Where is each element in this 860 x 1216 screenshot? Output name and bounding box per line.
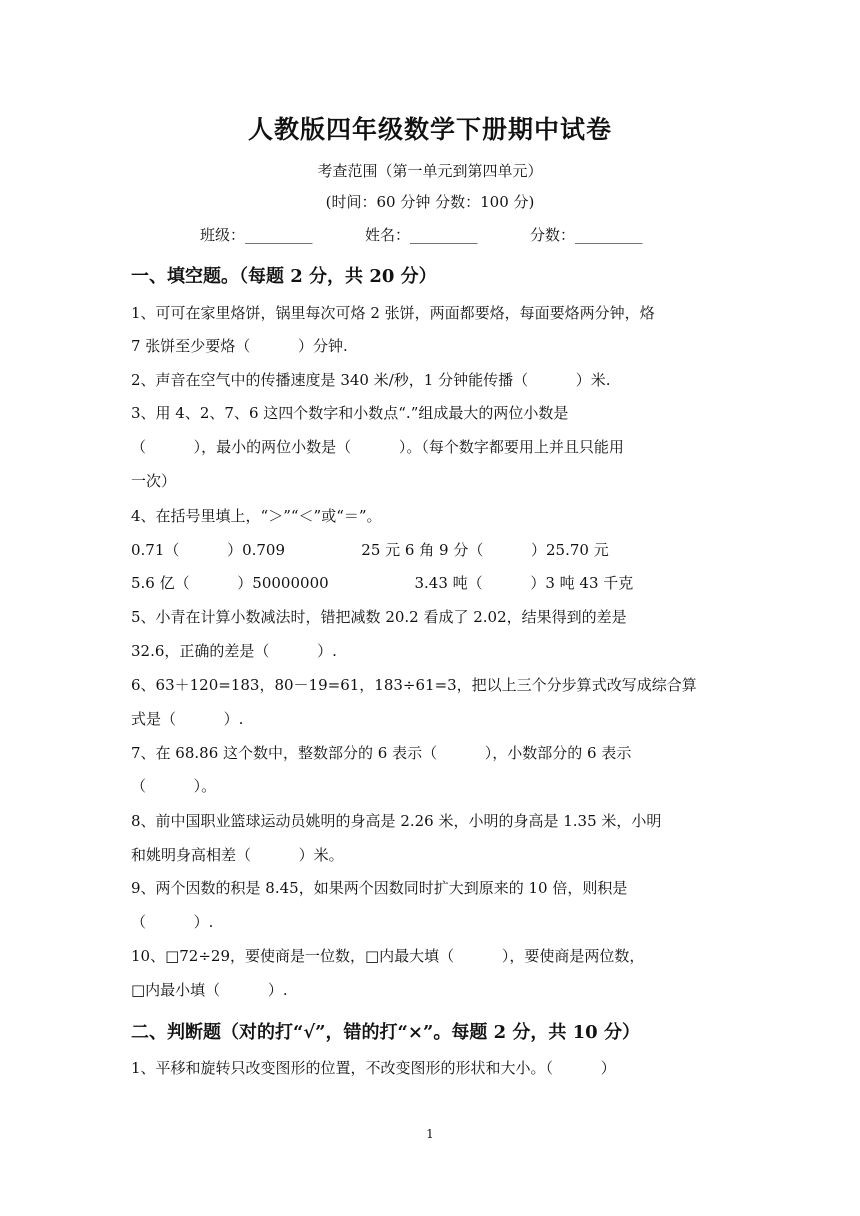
question-line: 5.6 亿（ ）50000000 3.43 吨（ ）3 吨 43 千克 xyxy=(131,574,634,592)
question-line: 10、□72÷29，要使商是一位数，□内最大填（ ），要使商是两位数， xyxy=(131,947,645,965)
question-line: 和姚明身高相差（ ）米。 xyxy=(131,846,344,864)
class-field: 班级：_________ xyxy=(200,226,313,244)
question-line: 9、两个因数的积是 8.45，如果两个因数同时扩大到原来的 10 倍，则积是 xyxy=(131,879,628,897)
question-line: 6、63＋120=183，80－19=61，183÷61=3，把以上三个分步算式改写成综合算 xyxy=(131,676,697,694)
question-line: 1、可可在家里烙饼，锅里每次可烙 2 张饼，两面都要烙，每面要烙两分钟，烙 xyxy=(131,304,655,322)
question-line: 7 张饼至少要烙（ ）分钟. xyxy=(131,337,348,355)
question-line: （ ）. xyxy=(131,913,214,931)
question-line: 1、平移和旋转只改变图形的位置，不改变图形的形状和大小。（ ） xyxy=(131,1059,616,1077)
page-number: 1 xyxy=(426,1127,434,1141)
score-field: 分数：_________ xyxy=(530,226,643,244)
question-line: 一次） xyxy=(131,472,177,490)
question-line: 32.6，正确的差是（ ）. xyxy=(131,642,337,660)
question-line: 7、在 68.86 这个数中，整数部分的 6 表示（ ），小数部分的 6 表示 xyxy=(131,744,632,762)
name-field: 姓名：_________ xyxy=(365,226,478,244)
exam-time-score: (时间：60 分钟 分数：100 分) xyxy=(325,193,535,211)
question-line: □内最小填（ ）. xyxy=(131,981,288,999)
question-line: 2、声音在空气中的传播速度是 340 米/秒，1 分钟能传播（ ）米. xyxy=(131,371,611,389)
question-line: （ ），最小的两位小数是（ ）。（每个数字都要用上并且只能用 xyxy=(131,438,624,456)
question-line: （ ）。 xyxy=(131,777,217,795)
question-line: 8、前中国职业篮球运动员姚明的身高是 2.26 米，小明的身高是 1.35 米，小明 xyxy=(131,812,662,830)
question-line: 0.71（ ）0.709 25 元 6 角 9 分（ ）25.70 元 xyxy=(131,541,609,559)
question-line: 5、小青在计算小数减法时，错把减数 20.2 看成了 2.02，结果得到的差是 xyxy=(131,608,627,626)
exam-scope: 考查范围（第一单元到第四单元） xyxy=(317,162,543,180)
question-line: 3、用 4、2、7、6 这四个数字和小数点“.”组成最大的两位小数是 xyxy=(131,404,569,422)
section-2-heading: 二、判断题（对的打“√”，错的打“×”。每题 2 分，共 10 分） xyxy=(131,1022,640,1043)
question-line: 式是（ ）. xyxy=(131,710,244,728)
section-1-heading: 一、填空题。（每题 2 分，共 20 分） xyxy=(131,266,437,287)
question-line: 4、在括号里填上，“＞”“＜”或“＝”。 xyxy=(131,507,382,525)
exam-title: 人教版四年级数学下册期中试卷 xyxy=(247,115,612,144)
